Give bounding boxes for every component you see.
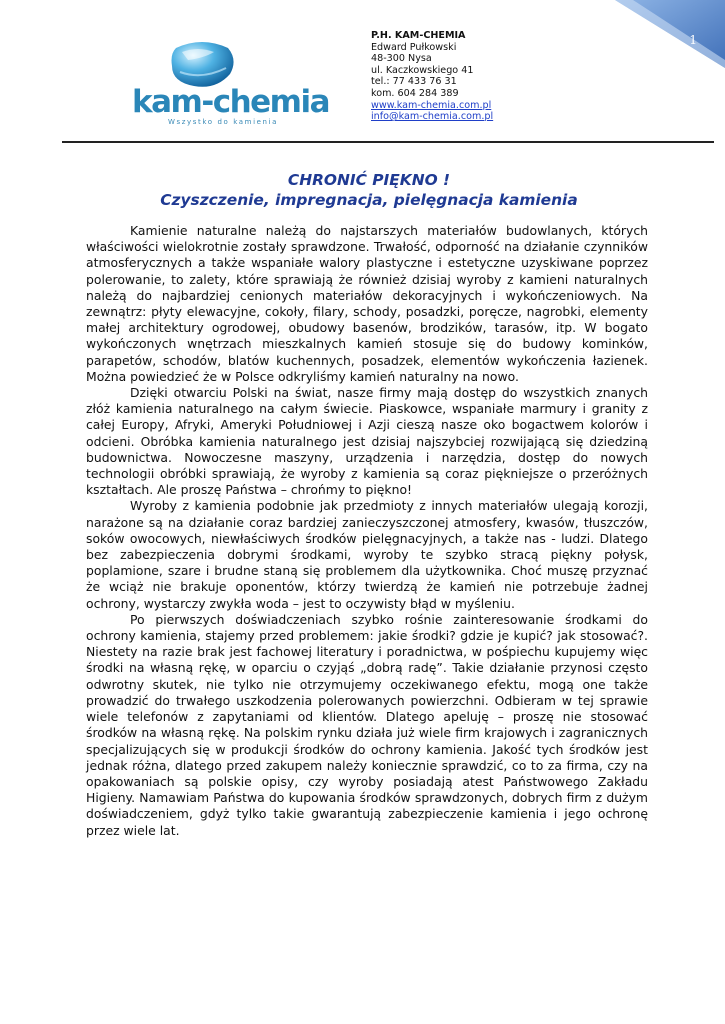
company-logo — [128, 40, 330, 126]
title-line-1: CHRONIĆ PIĘKNO ! — [287, 171, 451, 189]
phone-number: tel.: 77 433 76 31 — [371, 76, 457, 88]
page-number: 1 — [689, 33, 697, 47]
title-line-2: Czyszczenie, impregnacja, pielęgnacja kamienia — [160, 191, 578, 209]
contact-block — [371, 30, 493, 123]
website-link[interactable]: www.kam-chemia.com.pl — [371, 99, 492, 111]
body-paragraph-2: Dzięki otwarciu Polski na świat, nasze firmy mają dostęp do wszystkich znanych złóż kamienia naturalnego na całym świecie. Piaskowce, wspaniałe marmury i granity z całej Europy, Afryki, Ameryki Południowej i Azji cieszą nasze oko bogactwem kolorów i odcieni. Obróbka kamienia naturalnego jest dzisiaj najszybciej rozwijającą się dziedziną budownictwa. Nowoczesne maszyny, urządzenia i narzędzia, dostęp do nowych technologii obróbki sprawiają, że wyroby z kamienia są coraz piękniejsze o przeróżnych kształtach. Ale proszę Państwa – chrońmy to piękno! — [86, 385, 648, 498]
gem-icon — [168, 40, 236, 90]
body-paragraph-3: Wyroby z kamienia podobnie jak przedmioty z innych materiałów ulegają korozji, narażone są na działanie coraz bardziej zanieczyszczonej atmosfery, kwasów, tłuszczów, soków owocowych, niewłaściwych środków pielęgnacyjnych, a także nas - ludzi. Dlatego bez zabezpieczenia dobrymi środkami, wyroby te szybko stracą piękny połysk, poplamione, szare i brudne staną się problemem dla użytkownika. Choć muszę przyznać że wciąż nie brakuje oponentów, którzy twierdzą że kamień nie potrzebuje żadnej ochrony, wystarczy zwykła woda – jest to oczywisty błąd w myśleniu. — [86, 498, 648, 611]
street-address: ul. Kaczkowskiego 41 — [371, 64, 474, 76]
logo-name: kam-chemia — [132, 84, 330, 120]
email-link[interactable]: info@kam-chemia.com.pl — [371, 111, 494, 123]
company-name: P.H. KAM-CHEMIA — [371, 30, 466, 41]
mobile-number: kom. 604 284 389 — [371, 87, 459, 99]
logo-tagline: Wszystko do kamienia — [168, 118, 279, 126]
document-title — [62, 170, 676, 210]
header-divider — [62, 141, 714, 143]
document-body — [86, 223, 648, 839]
body-paragraph-4: Po pierwszych doświadczeniach szybko rośnie zainteresowanie środkami do ochrony kamienia, stajemy przed problemem: jakie środki? gdzie je kupić? jak stosować?. Niestety na razie brak jest fachowej literatury i poradnictwa, w pośpiechu kupujemy więc środki na własną rękę, w oparciu o czyjąś „dobrą radę”. Takie działanie przynosi często odwrotny skutek, nie tylko nie otrzymujemy oczekiwanego efektu, mogą one także prowadzić do trwałego uszkodzenia polerowanych powierzchni. Odbieram w tej sprawie wiele telefonów z zapytaniami od klientów. Dlatego apeluję – proszę nie stosować środków na własną rękę. Na polskim rynku działa już wiele firm krajowych i zagranicznych specjalizujących się w produkcji środków do ochrony kamienia. Jakość tych środków jest jednak różna, dlatego przed zakupem należy koniecznie sprawdzić, co to za firma, czy na opakowaniach są polskie opisy, czy wyroby posiadają atest Państwowego Zakładu Higieny. Namawiam Państwa do kupowania środków sprawdzonych, dobrych firm z dużym doświadczeniem, gdyż tylko takie gwarantują zabezpieczenie kamienia i jego ochronę przez wiele lat. — [86, 611, 648, 838]
page-corner-tab — [615, 0, 725, 68]
body-paragraph-1: Kamienie naturalne należą do najstarszych materiałów budowlanych, których właściwości wielokrotnie zostały sprawdzone. Trwałość, odporność na działanie czynników atmosferycznych a także wspaniałe walory plastyczne i estetyczne uzyskiwane poprzez polerowanie, to zalety, które sprawiają że również dzisiaj wyroby z kamieni naturalnych należą do najbardziej cenionych materiałów dekoracyjnych i wykończeniowych. Na zewnątrz: płyty elewacyjne, cokoły, filary, schody, posadzki, poręcze, nagrobki, elementy małej architektury ogrodowej, obudowy basenów, brodzików, tarasów, itp. W bogato wykończonych wnętrzach mieszkalnych kamień stosuje się do budowy kominków, parapetów, schodów, blatów kuchennych, posadzek, elementów wykończenia łazienek. Można powiedzieć że w Polsce odkryliśmy kamień naturalny na nowo. — [86, 223, 648, 384]
contact-person: Edward Pułkowski — [371, 41, 457, 53]
postal-code: 48-300 Nysa — [371, 53, 432, 65]
